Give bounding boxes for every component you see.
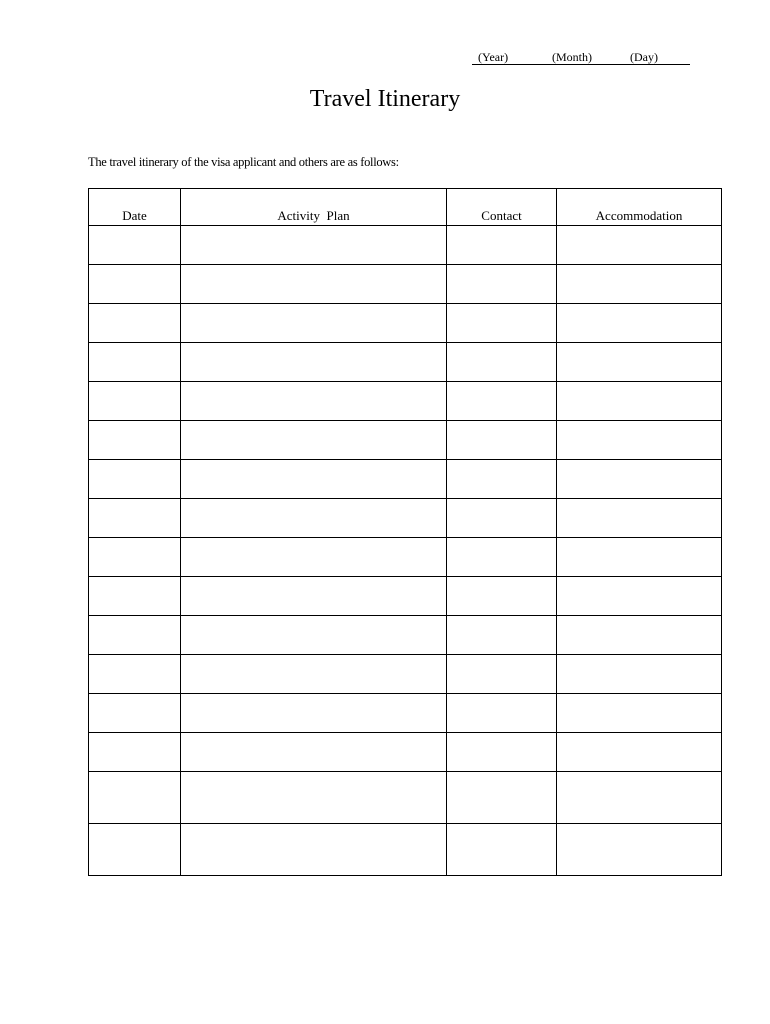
- date-cell[interactable]: [89, 733, 181, 772]
- date-cell[interactable]: [89, 616, 181, 655]
- table-row: [89, 460, 722, 499]
- column-header-contact: Contact: [447, 189, 557, 226]
- activity-plan-cell[interactable]: [181, 733, 447, 772]
- date-cell[interactable]: [89, 460, 181, 499]
- accommodation-cell[interactable]: [557, 499, 722, 538]
- activity-plan-cell[interactable]: [181, 304, 447, 343]
- contact-cell[interactable]: [447, 343, 557, 382]
- contact-cell[interactable]: [447, 421, 557, 460]
- accommodation-cell[interactable]: [557, 460, 722, 499]
- table-row: [89, 616, 722, 655]
- table-row: [89, 265, 722, 304]
- contact-cell[interactable]: [447, 616, 557, 655]
- accommodation-cell[interactable]: [557, 655, 722, 694]
- accommodation-cell[interactable]: [557, 304, 722, 343]
- date-cell[interactable]: [89, 226, 181, 265]
- table-row: [89, 304, 722, 343]
- contact-cell[interactable]: [447, 694, 557, 733]
- table-row: [89, 382, 722, 421]
- contact-cell[interactable]: [447, 499, 557, 538]
- page-title: Travel Itinerary: [309, 86, 461, 112]
- activity-plan-cell[interactable]: [181, 824, 447, 876]
- day-label: (Day): [630, 50, 658, 64]
- contact-cell[interactable]: [447, 265, 557, 304]
- activity-plan-cell[interactable]: [181, 382, 447, 421]
- date-cell[interactable]: [89, 824, 181, 876]
- date-cell[interactable]: [89, 421, 181, 460]
- table-row: [89, 421, 722, 460]
- table-row: [89, 655, 722, 694]
- accommodation-cell[interactable]: [557, 421, 722, 460]
- contact-cell[interactable]: [447, 577, 557, 616]
- accommodation-cell[interactable]: [557, 577, 722, 616]
- accommodation-cell[interactable]: [557, 824, 722, 876]
- accommodation-cell[interactable]: [557, 265, 722, 304]
- intro-text: The travel itinerary of the visa applicant and others are as follows:: [88, 155, 399, 169]
- contact-cell[interactable]: [447, 382, 557, 421]
- activity-plan-cell[interactable]: [181, 655, 447, 694]
- date-field[interactable]: [472, 49, 690, 65]
- contact-cell[interactable]: [447, 226, 557, 265]
- column-header-accommodation: Accommodation: [557, 189, 722, 226]
- contact-cell[interactable]: [447, 460, 557, 499]
- activity-plan-cell[interactable]: [181, 421, 447, 460]
- date-cell[interactable]: [89, 772, 181, 824]
- accommodation-cell[interactable]: [557, 226, 722, 265]
- contact-cell[interactable]: [447, 824, 557, 876]
- accommodation-cell[interactable]: [557, 382, 722, 421]
- table-row: [89, 343, 722, 382]
- date-cell[interactable]: [89, 538, 181, 577]
- activity-plan-cell[interactable]: [181, 538, 447, 577]
- activity-plan-cell[interactable]: [181, 460, 447, 499]
- table-row: [89, 577, 722, 616]
- activity-plan-cell[interactable]: [181, 616, 447, 655]
- activity-plan-cell[interactable]: [181, 772, 447, 824]
- month-label: (Month): [552, 50, 592, 64]
- activity-plan-cell[interactable]: [181, 343, 447, 382]
- date-cell[interactable]: [89, 382, 181, 421]
- activity-plan-cell[interactable]: [181, 577, 447, 616]
- table-row: [89, 733, 722, 772]
- activity-plan-cell[interactable]: [181, 226, 447, 265]
- date-cell[interactable]: [89, 343, 181, 382]
- contact-cell[interactable]: [447, 772, 557, 824]
- accommodation-cell[interactable]: [557, 733, 722, 772]
- date-cell[interactable]: [89, 265, 181, 304]
- table-row: [89, 499, 722, 538]
- accommodation-cell[interactable]: [557, 772, 722, 824]
- table-row: [89, 694, 722, 733]
- itinerary-body: [89, 226, 722, 876]
- table-row: [89, 538, 722, 577]
- year-label: (Year): [478, 50, 509, 64]
- date-cell[interactable]: [89, 694, 181, 733]
- table-header-row: [89, 189, 722, 226]
- date-cell[interactable]: [89, 304, 181, 343]
- column-header-activity-plan: Activity Plan: [181, 189, 447, 226]
- table-row: [89, 772, 722, 824]
- activity-plan-cell[interactable]: [181, 694, 447, 733]
- contact-cell[interactable]: [447, 538, 557, 577]
- table-row: [89, 824, 722, 876]
- date-cell[interactable]: [89, 655, 181, 694]
- column-header-date: Date: [89, 189, 181, 226]
- accommodation-cell[interactable]: [557, 538, 722, 577]
- accommodation-cell[interactable]: [557, 343, 722, 382]
- itinerary-table: [88, 188, 722, 876]
- activity-plan-cell[interactable]: [181, 265, 447, 304]
- contact-cell[interactable]: [447, 655, 557, 694]
- contact-cell[interactable]: [447, 733, 557, 772]
- date-cell[interactable]: [89, 577, 181, 616]
- date-cell[interactable]: [89, 499, 181, 538]
- accommodation-cell[interactable]: [557, 616, 722, 655]
- activity-plan-cell[interactable]: [181, 499, 447, 538]
- table-row: [89, 226, 722, 265]
- contact-cell[interactable]: [447, 304, 557, 343]
- accommodation-cell[interactable]: [557, 694, 722, 733]
